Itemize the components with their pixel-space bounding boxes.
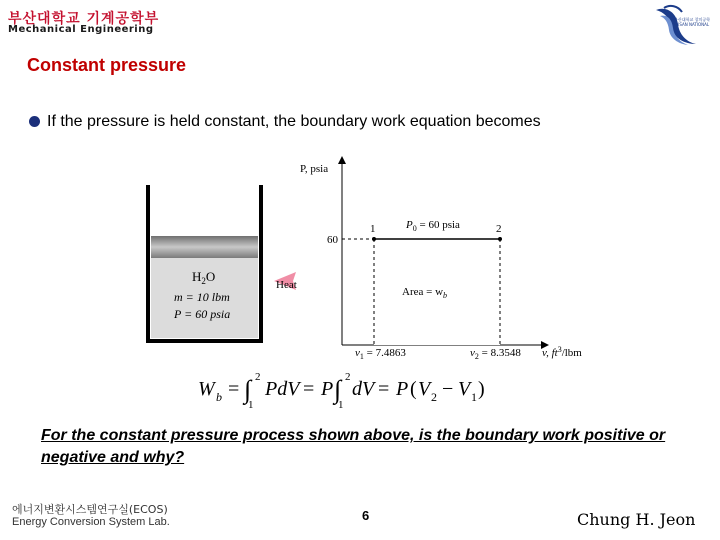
- y-tick-60: 60: [327, 234, 338, 246]
- bullet-text: If the pressure is held constant, the boundary work equation becomes: [47, 113, 541, 130]
- svg-text:2: 2: [345, 371, 351, 383]
- heat-label: Heat: [276, 279, 297, 291]
- svg-text:2: 2: [255, 371, 261, 383]
- area-label: Area = $w_b$: [402, 286, 448, 300]
- question-text: For the constant pressure process shown above, is the boundary work positive or negative and why?: [41, 427, 666, 466]
- logo-caption: 부산대학교 창의공학 PUSAN NATIONAL: [674, 17, 711, 27]
- pressure-label: P = 60 psia: [174, 307, 231, 321]
- svg-text:): ): [478, 378, 485, 400]
- piston: [151, 236, 258, 258]
- y-axis-label: P, psia: [300, 163, 329, 175]
- svg-text:∫: ∫: [334, 375, 342, 404]
- svg-text:PdV: PdV: [265, 378, 300, 400]
- svg-text:(: (: [410, 378, 417, 400]
- svg-text:1: 1: [471, 390, 477, 404]
- svg-text:=: =: [228, 378, 240, 400]
- svg-text:V: V: [458, 378, 471, 400]
- svg-text:=: =: [303, 378, 315, 400]
- v2-label: $v_2 = 8.3548$: [470, 347, 521, 361]
- svg-text:=: =: [378, 378, 390, 400]
- university-name-korean: 부산대학교 기계공학부: [8, 11, 160, 27]
- lab-name-korean: 에너지변환시스템연구실(ECOS): [12, 503, 168, 516]
- svg-text:−: −: [442, 378, 454, 400]
- author-name: Chung H. Jeon: [577, 510, 696, 529]
- svg-text:1: 1: [248, 399, 254, 411]
- boundary-work-equation: [198, 371, 485, 411]
- department-name-english: Mechanical Engineering: [8, 24, 154, 35]
- state-1-label: 1: [370, 223, 376, 235]
- svg-text:P: P: [396, 378, 409, 400]
- mass-label: m = 10 lbm: [174, 290, 230, 304]
- svg-text:2: 2: [431, 390, 437, 404]
- slide-title: Constant pressure: [27, 55, 187, 75]
- pressure-line-label: $P_0 = 60$ psia: [406, 219, 460, 233]
- state-2-label: 2: [496, 223, 502, 235]
- page-number: 6: [362, 508, 370, 523]
- svg-text:W: W: [198, 378, 215, 400]
- pv-diagram: [300, 160, 582, 361]
- svg-text:b: b: [216, 390, 222, 404]
- svg-text:∫: ∫: [244, 375, 252, 404]
- lab-name-english: Energy Conversion System Lab.: [12, 516, 170, 528]
- state-point-1: [372, 237, 376, 241]
- svg-text:P: P: [321, 378, 334, 400]
- substance-label: $H_2O$: [192, 269, 216, 286]
- svg-text:1: 1: [338, 399, 344, 411]
- x-axis-label: v, $ft^3$/lbm: [542, 345, 582, 359]
- svg-text:V: V: [418, 378, 431, 400]
- v1-label: $v_1 = 7.4863$: [355, 347, 406, 361]
- svg-text:dV: dV: [352, 378, 375, 400]
- state-point-2: [498, 237, 502, 241]
